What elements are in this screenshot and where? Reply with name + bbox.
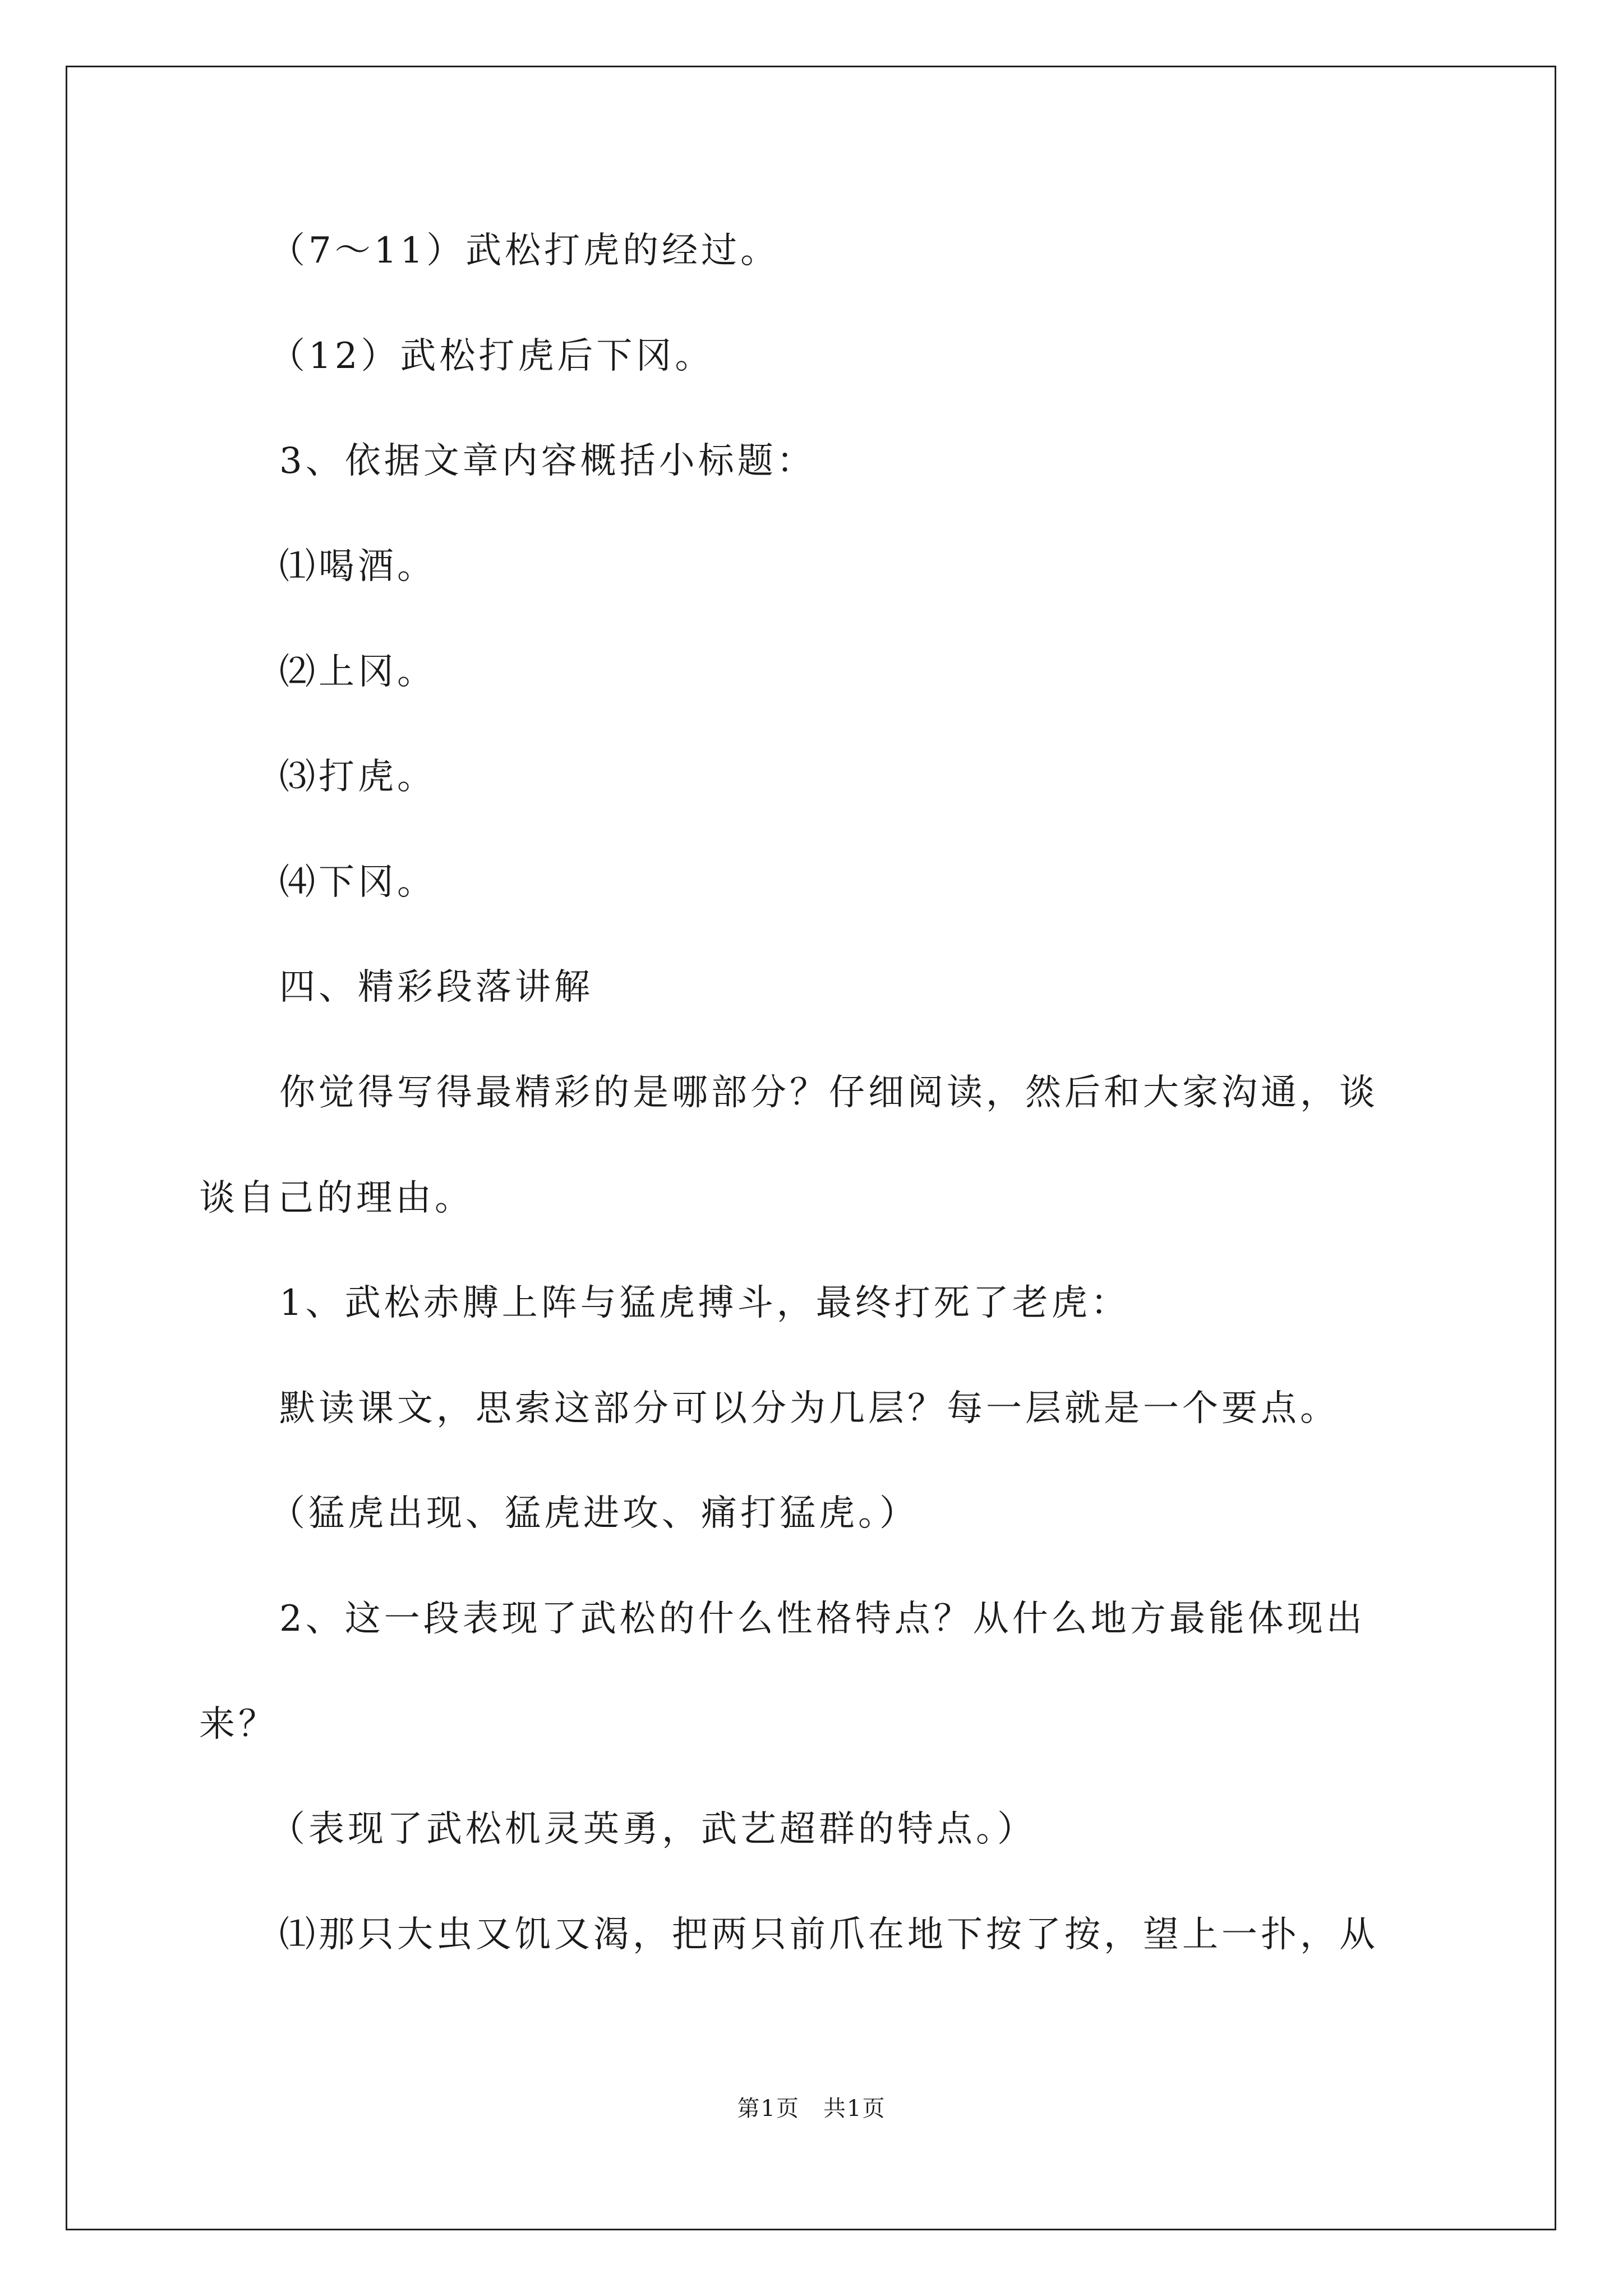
text-line: （12）武松打虎后下冈。 bbox=[269, 335, 714, 377]
text-line: 2、这一段表现了武松的什么性格特点？从什么地方最能体现出 bbox=[279, 1598, 1366, 1640]
text-line: （表现了武松机灵英勇，武艺超群的特点。） bbox=[269, 1809, 1036, 1850]
page-footer: 第1页 共1页 bbox=[737, 2096, 886, 2122]
text-line: 你觉得写得最精彩的是哪部分？仔细阅读，然后和大家沟通，谈 bbox=[279, 1072, 1378, 1114]
text-line: ⑴喝酒。 bbox=[279, 546, 436, 587]
text-line: ⑵上冈。 bbox=[279, 651, 436, 693]
text-line: 3、依据文章内容概括小标题： bbox=[279, 440, 816, 482]
text-line: （猛虎出现、猛虎进攻、痛打猛虎。） bbox=[269, 1493, 919, 1534]
section-heading: 四、精彩段落讲解 bbox=[279, 967, 593, 1008]
text-line: 默读课文，思索这部分可以分为几层？每一层就是一个要点。 bbox=[279, 1388, 1339, 1429]
text-line: ⑷下冈。 bbox=[279, 862, 436, 903]
text-line: 来？ bbox=[199, 1704, 278, 1745]
text-line: 谈自己的理由。 bbox=[199, 1177, 474, 1219]
text-line: ⑴那只大虫又饥又渴，把两只前爪在地下按了按，望上一扑，从 bbox=[279, 1914, 1378, 1955]
text-line: ⑶打虎。 bbox=[279, 756, 436, 798]
text-line: （7～11）武松打虎的经过。 bbox=[269, 230, 780, 272]
text-line: 1、武松赤膊上阵与猛虎搏斗，最终打死了老虎： bbox=[279, 1282, 1130, 1324]
